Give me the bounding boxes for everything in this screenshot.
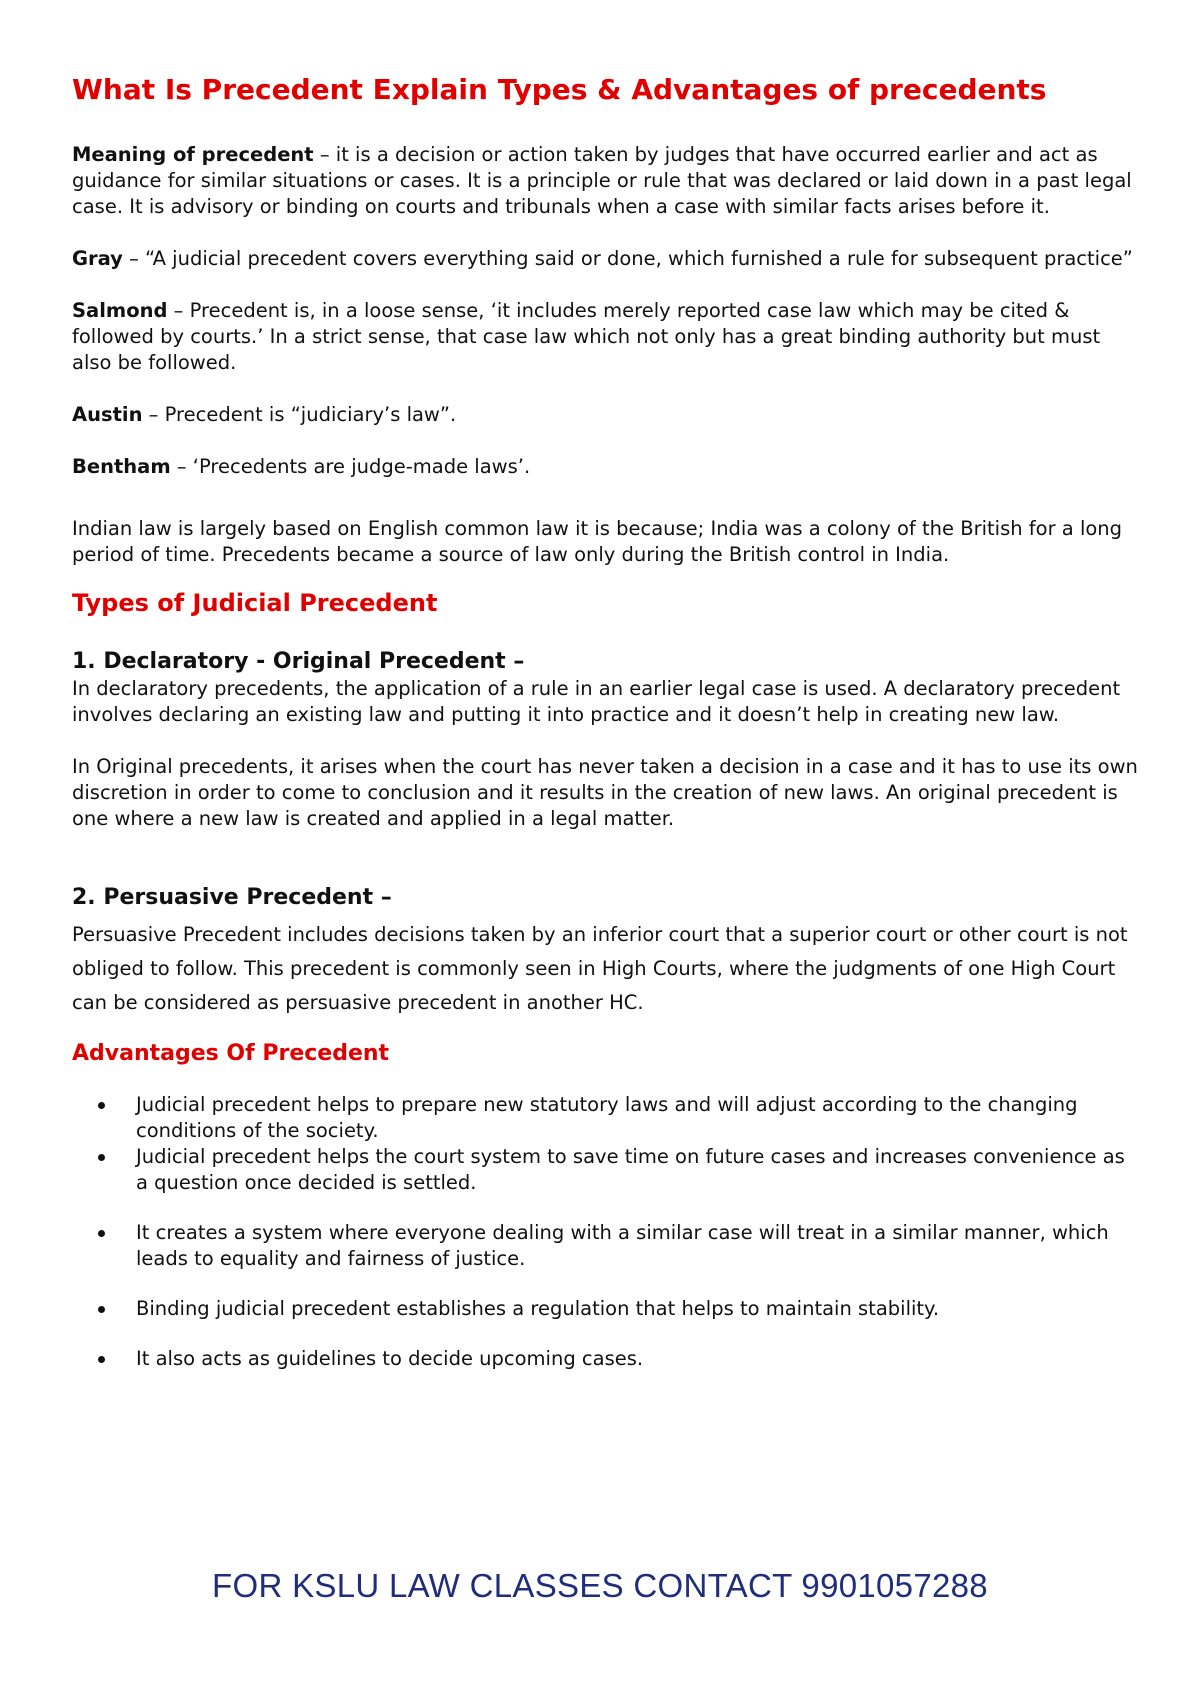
document-page: [72, 72, 1142, 1372]
definition-text: – Precedent is “judiciary’s law”.: [142, 403, 457, 426]
persuasive-heading: 2. Persuasive Precedent –: [72, 885, 392, 910]
persuasive-paragraph: Persuasive Precedent includes decisions taken by an inferior court that a superior court or other court is not obliged to follow. This precedent is commonly seen in High Courts, where the judgments of one High Court can be considered as persuasive precedent in another HC.: [72, 923, 1128, 1014]
bullet-icon: [98, 1356, 105, 1363]
list-item: [72, 1296, 1142, 1322]
list-item-text: Binding judicial precedent establishes a regulation that helps to maintain stability.: [136, 1297, 940, 1320]
list-item-text: It creates a system where everyone dealing with a similar case will treat in a similar manner, which leads to equality and fairness of justice.: [136, 1221, 1109, 1270]
declaratory-heading: 1. Declaratory - Original Precedent –: [72, 649, 525, 674]
meaning-text: – it is a decision or action taken by judges that have occurred earlier and act as guidance for similar situations or cases. It is a principle or rule that was declared or laid down in a past legal case. It is advisory or binding on courts and tribunals when a case with similar facts arises before it.: [72, 143, 1132, 218]
advantages-list: [72, 1092, 1142, 1372]
contact-footer: FOR KSLU LAW CLASSES CONTACT 9901057288: [212, 1567, 988, 1604]
types-heading: Types of Judicial Precedent: [72, 589, 438, 617]
persuasive-block: [72, 918, 1142, 1020]
definition-text: – ‘Precedents are judge-made laws’.: [170, 455, 531, 478]
list-item-text: It also acts as guidelines to decide upcoming cases.: [136, 1347, 644, 1370]
declaratory-paragraph: In declaratory precedents, the application of a rule in an earlier legal case is used. A declaratory precedent involves declaring an existing law and putting it into practice and it doesn’t help in creating new law.: [72, 677, 1121, 726]
definition-name: Austin: [72, 403, 143, 426]
list-item: [72, 1346, 1142, 1372]
definition-salmond: [72, 298, 1142, 376]
list-item: [72, 1144, 1142, 1196]
definition-text: – Precedent is, in a loose sense, ‘it includes merely reported case law which may be cited & followed by courts.’ In a strict sense, that case law which not only has a great binding authority but must also be followed.: [72, 299, 1101, 374]
definition-bentham: [72, 454, 1142, 480]
meaning-term: Meaning of precedent: [72, 143, 314, 166]
advantages-heading: Advantages Of Precedent: [72, 1041, 390, 1066]
definition-name: Gray: [72, 247, 123, 270]
original-paragraph: In Original precedents, it arises when the court has never taken a decision in a case and it has to use its own discretion in order to come to conclusion and it results in the creation of new laws. An original precedent is one where a new law is created and applied in a legal matter.: [72, 755, 1138, 830]
definition-text: – “A judicial precedent covers everything said or done, which furnished a rule for subsequent practice”: [122, 247, 1133, 270]
list-item-text: Judicial precedent helps to prepare new statutory laws and will adjust according to the changing conditions of the society.: [136, 1093, 1078, 1142]
definition-gray: [72, 246, 1142, 272]
bullet-icon: [98, 1102, 105, 1109]
list-item: [72, 1092, 1142, 1144]
definition-name: Salmond: [72, 299, 168, 322]
bullet-icon: [98, 1154, 105, 1161]
bullet-icon: [98, 1306, 105, 1313]
meaning-paragraph: [72, 142, 1142, 220]
definition-austin: [72, 402, 1142, 428]
definition-name: Bentham: [72, 455, 171, 478]
bullet-icon: [98, 1230, 105, 1237]
document-title: What Is Precedent Explain Types & Advantages of precedents: [72, 73, 1047, 106]
indian-law-paragraph: Indian law is largely based on English common law it is because; India was a colony of the British for a long period of time. Precedents became a source of law only during the British control in India.: [72, 517, 1123, 566]
list-item: [72, 1220, 1142, 1272]
list-item-text: Judicial precedent helps the court system to save time on future cases and increases convenience as a question once decided is settled.: [136, 1145, 1125, 1194]
